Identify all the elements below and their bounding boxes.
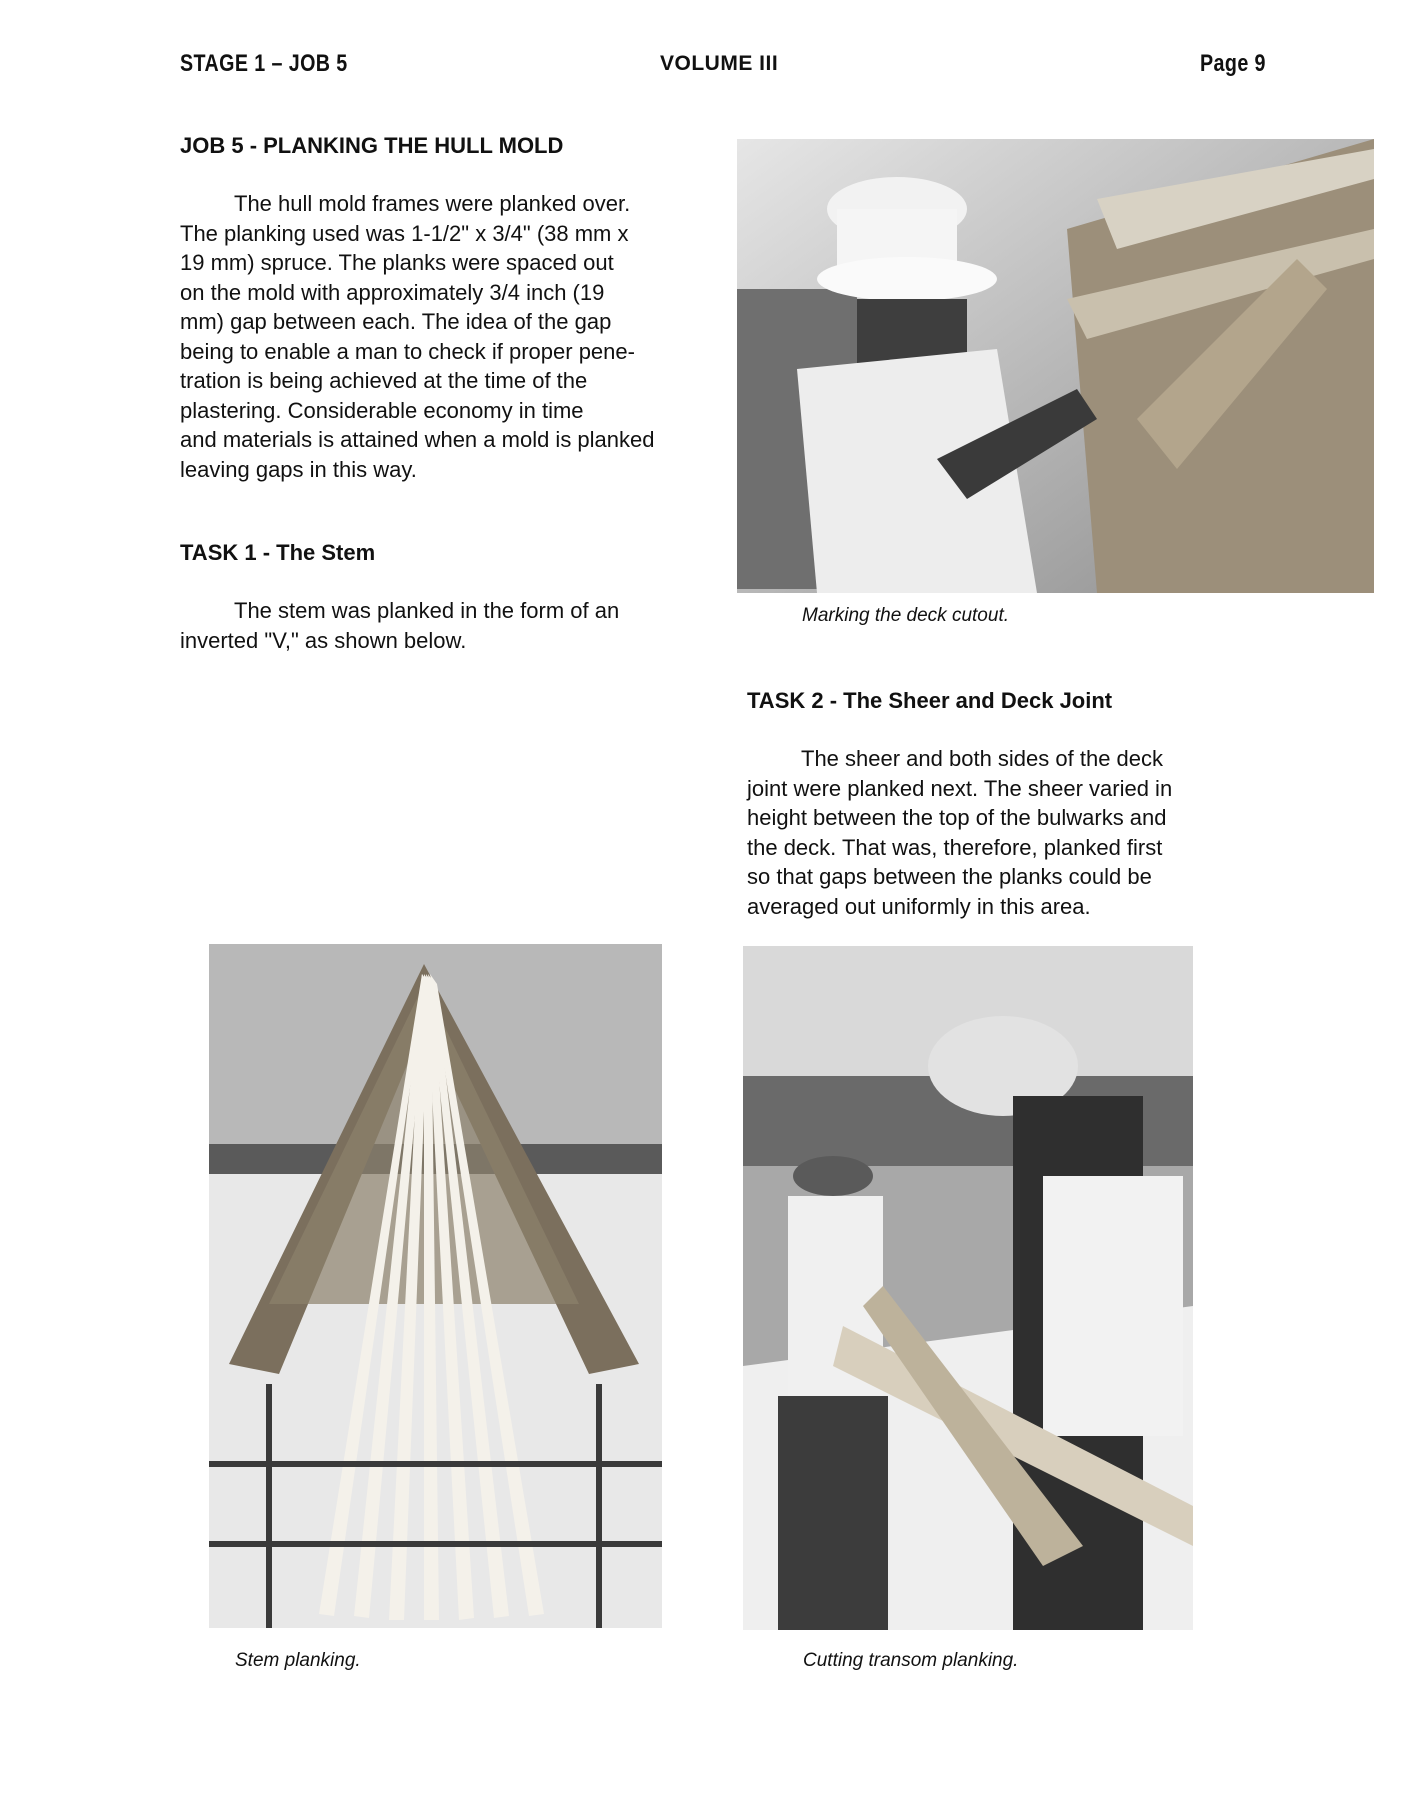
running-header-volume: VOLUME III [660, 52, 779, 75]
paragraph-line: The stem was planked in the form of an [234, 598, 620, 623]
paragraph-line: and materials is attained when a mold is planked [180, 427, 655, 452]
job-heading: JOB 5 - PLANKING THE HULL MOLD [180, 133, 564, 158]
paragraph-line: joint were planked next. The sheer varied in [747, 775, 1173, 801]
task1-paragraph [180, 596, 700, 655]
photo-stem-planking [209, 944, 662, 1628]
photo-cutting-transom-planking [743, 946, 1193, 1630]
paragraph-line: inverted "V," as shown below. [180, 627, 467, 653]
running-header-stage-job: STAGE 1 – JOB 5 [180, 50, 348, 77]
task2-heading: TASK 2 - The Sheer and Deck Joint [747, 688, 1113, 713]
paragraph-line: plastering. Considerable economy in time [180, 397, 584, 423]
photo-marking-deck-cutout [737, 139, 1374, 593]
paragraph-line: mm) gap between each. The idea of the gap [180, 309, 612, 334]
task1-heading: TASK 1 - The Stem [180, 540, 376, 565]
paragraph-line: on the mold with approximately 3/4 inch (19 [180, 279, 605, 305]
paragraph-line: averaged out uniformly in this area. [747, 893, 1091, 919]
paragraph-line: being to enable a man to check if proper pene- [180, 338, 635, 364]
caption-transom-planking: Cutting transom planking. [803, 1650, 1019, 1671]
paragraph-line: The planking used was 1-1/2" x 3/4" (38 mm x [180, 220, 629, 246]
paragraph-line: tration is being achieved at the time of the [180, 368, 588, 393]
paragraph-line: 19 mm) spruce. The planks were spaced out [180, 250, 614, 275]
running-header-page-number: Page 9 [1200, 50, 1266, 77]
caption-deck-cutout: Marking the deck cutout. [802, 605, 1009, 626]
job-paragraph [180, 189, 700, 484]
task2-paragraph [747, 744, 1347, 921]
paragraph-line: height between the top of the bulwarks and [747, 805, 1167, 830]
paragraph-line: The sheer and both sides of the deck [801, 746, 1164, 771]
paragraph-line: leaving gaps in this way. [180, 456, 417, 482]
paragraph-line: so that gaps between the planks could be [747, 864, 1152, 889]
paragraph-line: the deck. That was, therefore, planked first [747, 834, 1163, 860]
paragraph-line: The hull mold frames were planked over. [234, 191, 631, 216]
caption-stem-planking: Stem planking. [235, 1650, 361, 1671]
